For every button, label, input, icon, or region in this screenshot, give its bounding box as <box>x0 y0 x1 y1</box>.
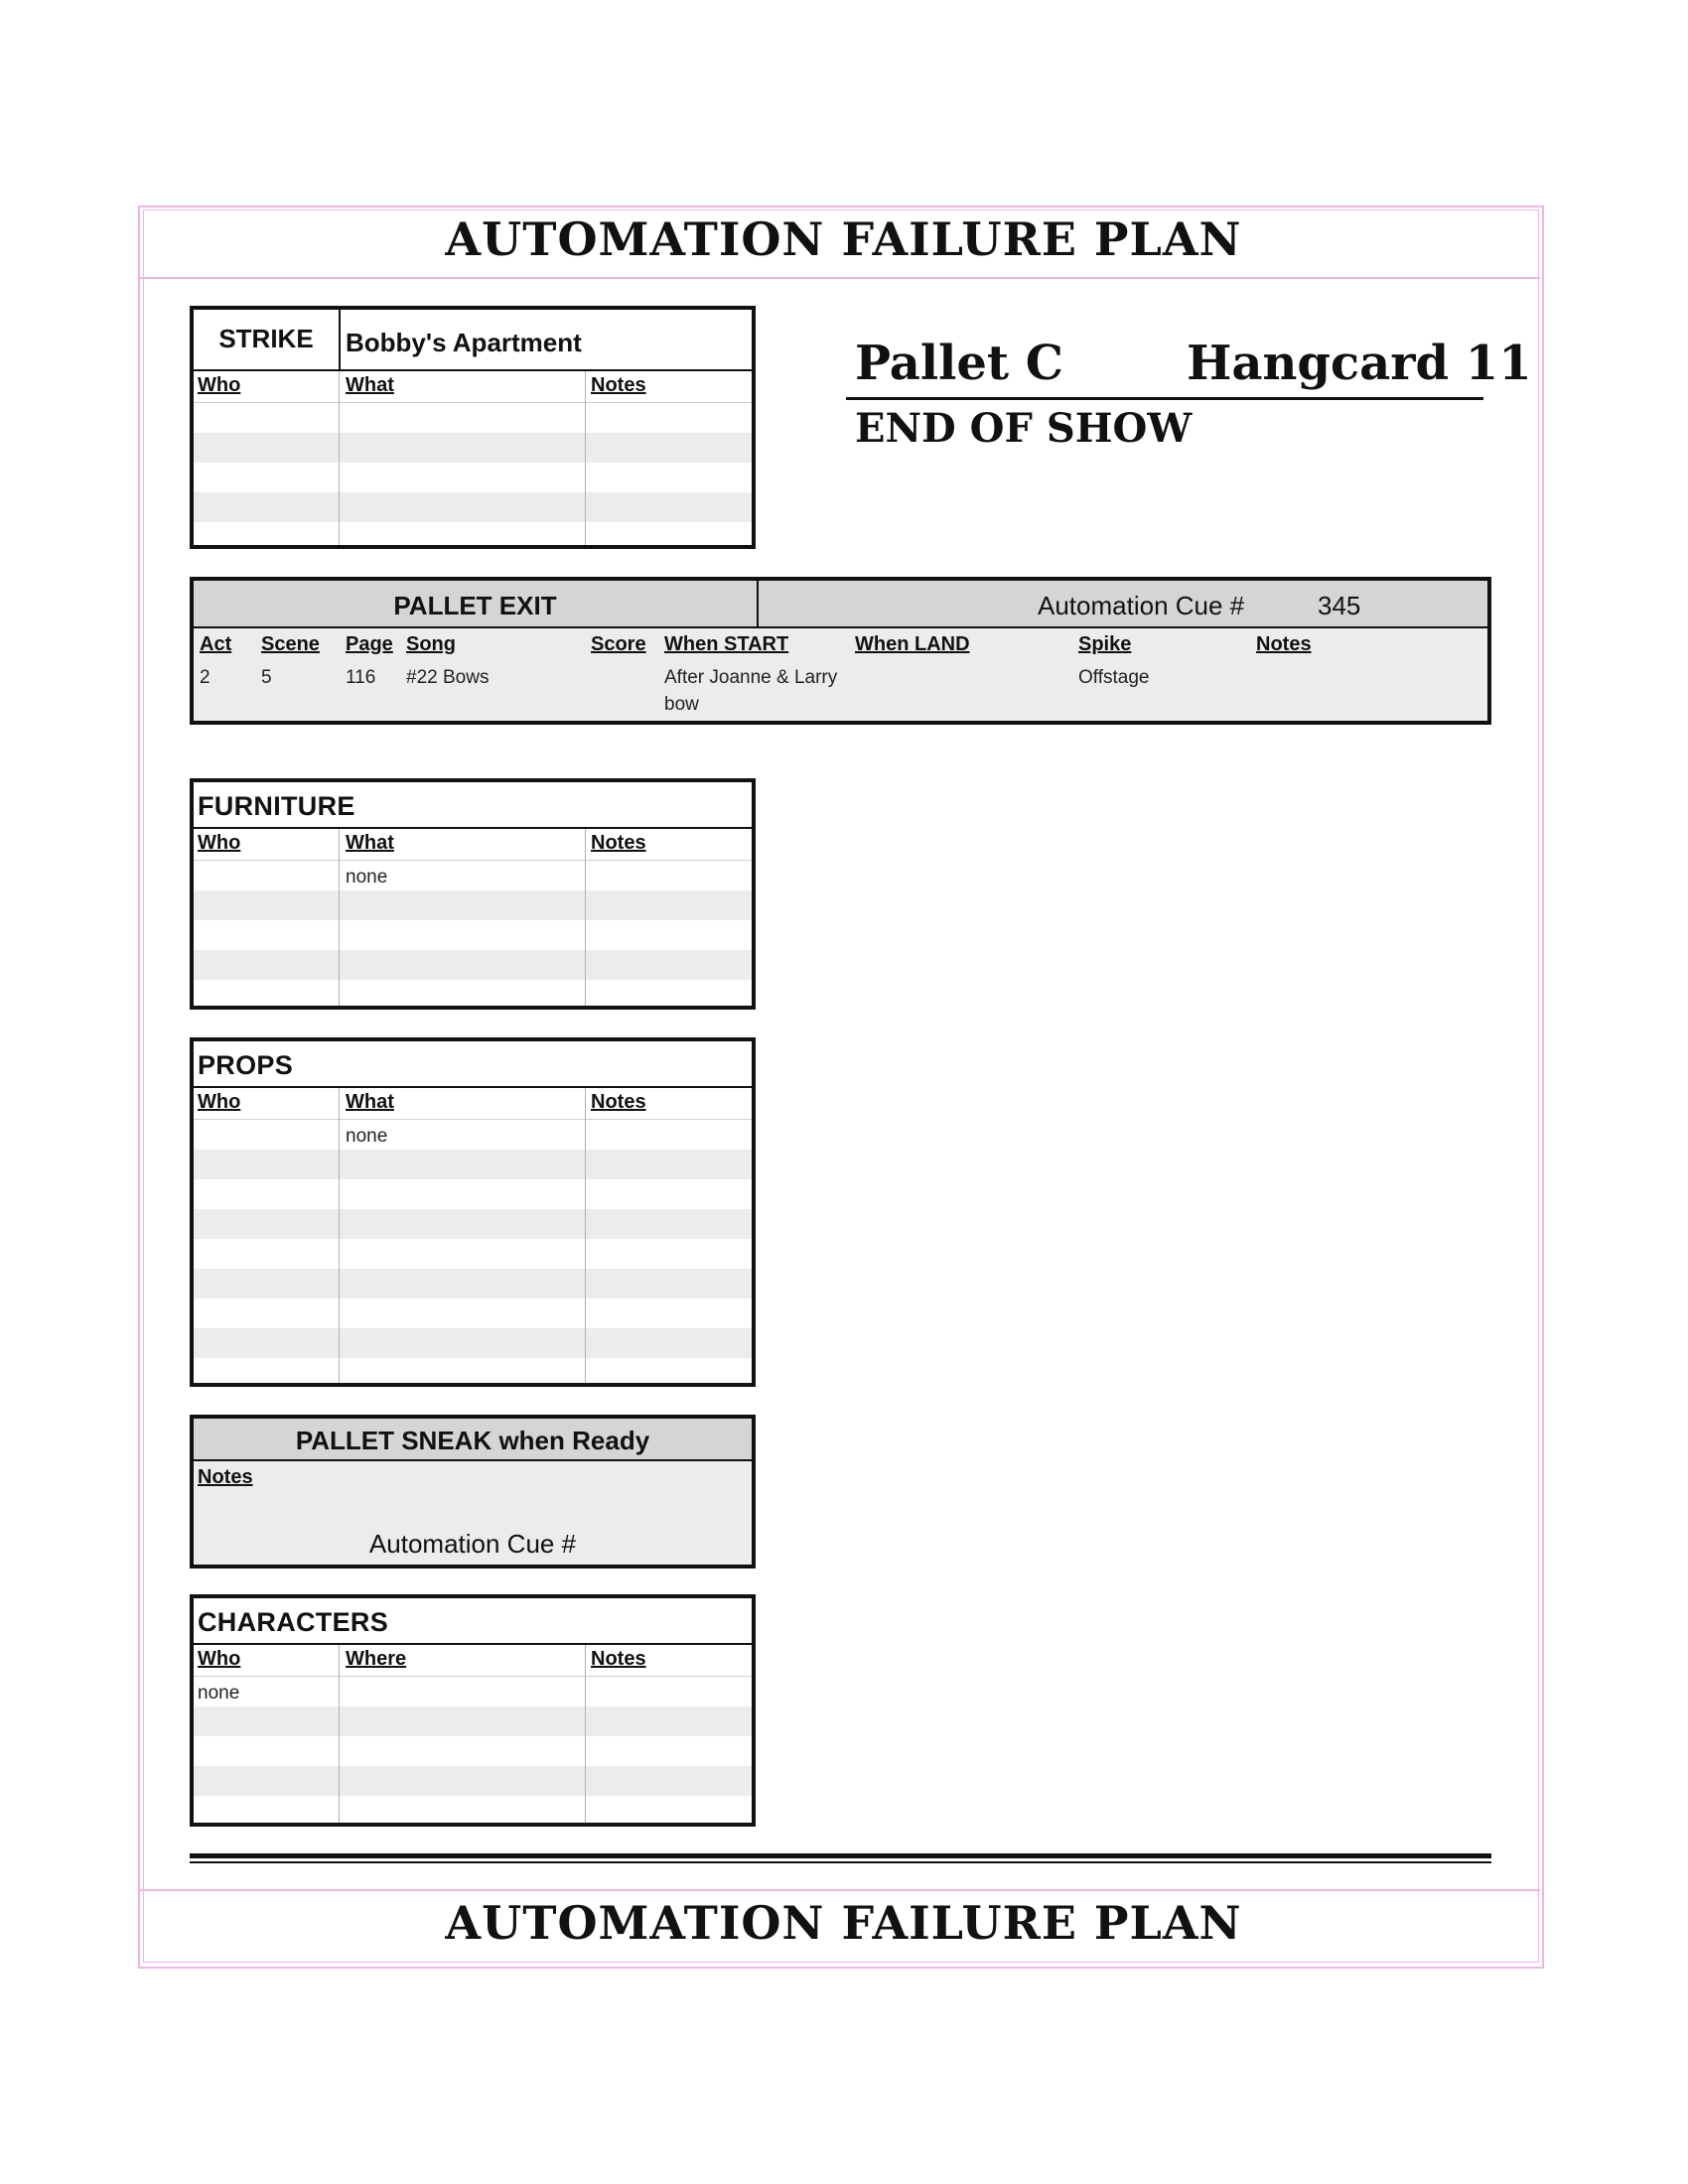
pallet-exit-song: #22 Bows <box>406 667 490 688</box>
props-box <box>190 1037 756 1387</box>
pallet-exit-when-start-line-2: bow <box>664 694 699 715</box>
pallet-exit-label: PALLET EXIT <box>393 591 557 620</box>
pallet-exit-col-notes: Notes <box>1256 633 1312 655</box>
table-row <box>194 1239 752 1269</box>
table-row <box>194 1269 752 1298</box>
pallet-exit-col-act: Act <box>200 633 232 655</box>
table-row <box>194 433 752 463</box>
pallet-sneak-header <box>194 1419 752 1461</box>
props-col-notes: Notes <box>591 1091 646 1113</box>
table-row <box>194 403 752 433</box>
pallet-label: Pallet C <box>855 336 1063 391</box>
table-row <box>194 1179 752 1209</box>
characters-col-divider-1 <box>339 1645 340 1823</box>
table-row <box>194 1209 752 1239</box>
characters-col-divider-2 <box>585 1645 586 1823</box>
strike-box <box>190 306 756 549</box>
pallet-exit-page: 116 <box>346 667 376 688</box>
characters-box <box>190 1594 756 1827</box>
pallet-exit-col-score: Score <box>591 633 646 655</box>
strike-header <box>194 310 752 371</box>
table-row <box>194 1150 752 1179</box>
characters-first-who: none <box>198 1683 240 1704</box>
pallet-exit-box <box>190 577 1491 725</box>
strike-label: STRIKE <box>218 324 314 353</box>
table-row <box>194 890 752 920</box>
scene-name: END OF SHOW <box>855 405 1193 452</box>
furniture-label: FURNITURE <box>198 791 355 821</box>
page-title: AUTOMATION FAILURE PLAN <box>445 212 1242 266</box>
characters-col-who: Who <box>198 1648 241 1670</box>
furniture-col-notes: Notes <box>591 832 646 854</box>
heading-rule <box>846 397 1483 400</box>
props-header <box>194 1041 752 1088</box>
table-row <box>194 861 752 890</box>
table-row <box>194 1120 752 1150</box>
footer-title: AUTOMATION FAILURE PLAN <box>445 1896 1242 1950</box>
strike-header-divider <box>339 310 341 369</box>
table-row <box>194 920 752 950</box>
furniture-col-divider-1 <box>339 829 340 1006</box>
strike-col-who: Who <box>198 374 241 396</box>
furniture-first-what: none <box>346 867 388 887</box>
pallet-exit-spike: Offstage <box>1078 667 1150 688</box>
table-row <box>194 950 752 980</box>
table-row <box>194 1766 752 1796</box>
pallet-exit-when-start-line-1: After Joanne & Larry <box>664 667 838 688</box>
pallet-exit-col-page: Page <box>346 633 393 655</box>
strike-col-what: What <box>346 374 394 396</box>
props-col-divider-1 <box>339 1088 340 1383</box>
characters-header <box>194 1598 752 1645</box>
table-row <box>194 463 752 492</box>
pallet-exit-act: 2 <box>200 667 211 688</box>
furniture-header <box>194 782 752 829</box>
props-first-what: none <box>346 1126 388 1147</box>
furniture-col-divider-2 <box>585 829 586 1006</box>
strike-col-divider-1 <box>339 371 340 545</box>
pallet-exit-cue-label: Automation Cue # <box>1038 591 1245 620</box>
props-col-divider-2 <box>585 1088 586 1383</box>
bottom-rule-thick <box>190 1853 1491 1858</box>
pallet-exit-col-when-start: When START <box>664 633 789 655</box>
table-row <box>194 492 752 522</box>
props-label: PROPS <box>198 1050 294 1080</box>
pallet-exit-cue-number: 345 <box>1318 591 1361 620</box>
characters-label: CHARACTERS <box>198 1607 388 1637</box>
pallet-exit-header-divider <box>757 581 759 626</box>
pallet-exit-col-song: Song <box>406 633 456 655</box>
pallet-sneak-notes-label: Notes <box>198 1466 253 1488</box>
pallet-exit-col-when-land: When LAND <box>855 633 970 655</box>
characters-col-notes: Notes <box>591 1648 646 1670</box>
pallet-sneak-cue-label: Automation Cue # <box>368 1529 577 1559</box>
table-row <box>194 1736 752 1766</box>
table-row <box>194 1677 752 1706</box>
pallet-exit-col-scene: Scene <box>261 633 320 655</box>
furniture-col-what: What <box>346 832 394 854</box>
props-col-who: Who <box>198 1091 241 1113</box>
pallet-exit-col-spike: Spike <box>1078 633 1132 655</box>
hangcard-label: Hangcard 11 <box>1187 336 1532 391</box>
pallet-sneak-box <box>190 1415 756 1569</box>
strike-col-divider-2 <box>585 371 586 545</box>
furniture-box <box>190 778 756 1010</box>
bottom-rule-thin <box>190 1861 1491 1863</box>
pallet-exit-scene: 5 <box>261 667 272 688</box>
table-row <box>194 1706 752 1736</box>
strike-location: Bobby's Apartment <box>346 328 582 357</box>
pallet-sneak-label: PALLET SNEAK when Ready <box>295 1426 650 1455</box>
furniture-col-who: Who <box>198 832 241 854</box>
table-row <box>194 1328 752 1358</box>
strike-col-notes: Notes <box>591 374 646 396</box>
characters-col-where: Where <box>346 1648 407 1670</box>
pallet-exit-header <box>194 581 1487 628</box>
table-row <box>194 1298 752 1328</box>
props-col-what: What <box>346 1091 394 1113</box>
